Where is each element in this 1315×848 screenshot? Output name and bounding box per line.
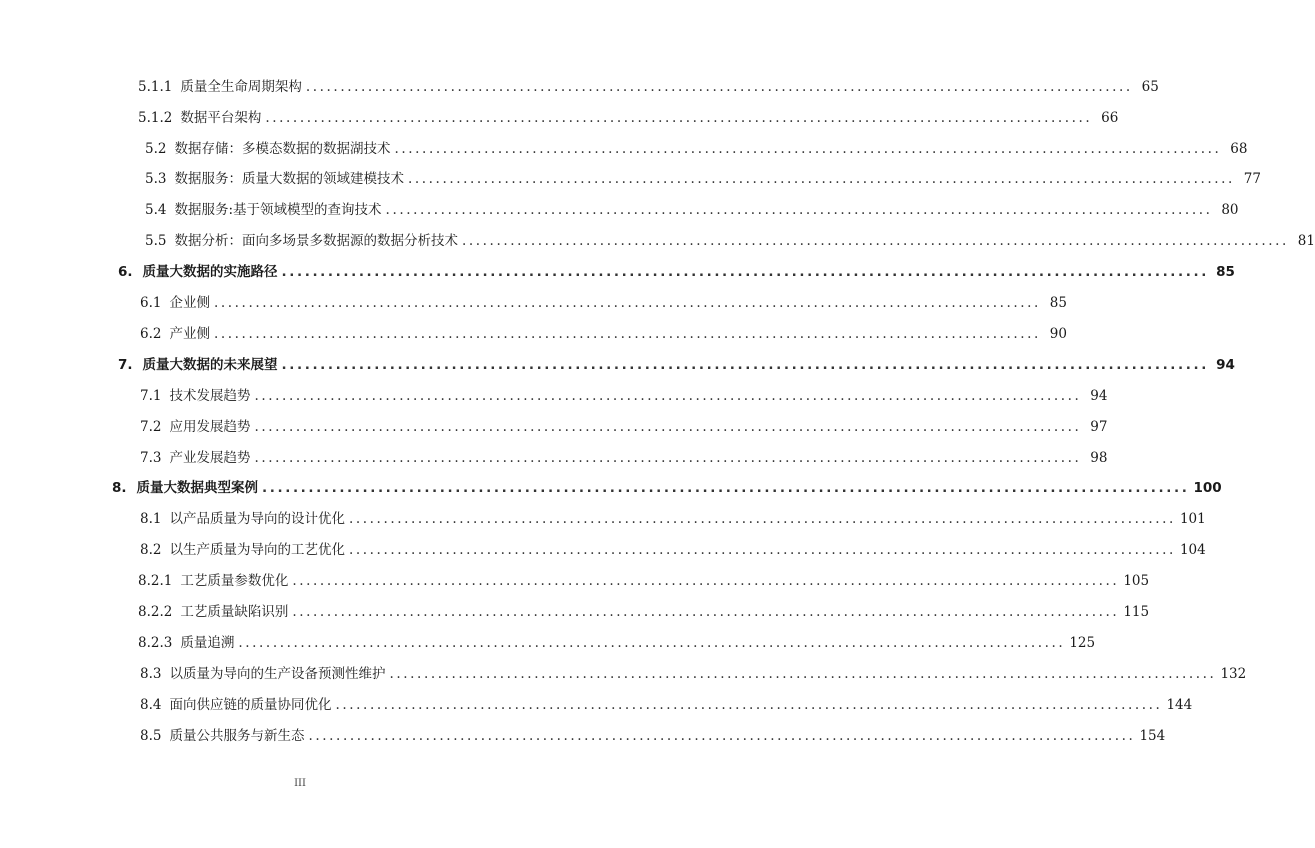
- dot-leader: ........................................................................................................................: [265, 110, 1093, 126]
- toc-entry-title: 以质量为导向的生产设备预测性维护: [169, 666, 386, 682]
- toc-entry-number: 8.: [112, 480, 127, 496]
- dot-leader: ........................................................................................................................: [262, 480, 1190, 496]
- toc-entry-page: 80: [1221, 202, 1239, 218]
- toc-entry-number: 5.3: [145, 171, 167, 187]
- toc-entry-title: 数据分析：面向多场景多数据源的数据分析技术: [174, 233, 458, 249]
- dot-leader: ........................................................................................................................: [335, 697, 1163, 713]
- toc-entry-number: 5.4: [145, 202, 167, 218]
- toc-entry-page: 65: [1141, 79, 1159, 95]
- toc-entry[interactable]: [138, 105, 1119, 127]
- dot-leader: ........................................................................................................................: [305, 79, 1133, 95]
- toc-entry-page: 100: [1193, 480, 1222, 496]
- dot-leader: ........................................................................................................................: [407, 171, 1235, 187]
- toc-entry-page: 81: [1297, 233, 1315, 249]
- dot-leader: ........................................................................................................................: [348, 542, 1176, 558]
- toc-entry-title: 以生产质量为导向的工艺优化: [169, 542, 345, 558]
- toc-entry[interactable]: [138, 599, 1150, 621]
- toc-entry-title: 数据服务:基于领域模型的查询技术: [174, 202, 382, 218]
- toc-entry[interactable]: [138, 630, 1096, 652]
- toc-entry-page: 94: [1216, 357, 1235, 373]
- page-number: III: [294, 778, 306, 789]
- toc-entry-title: 数据服务：质量大数据的领域建模技术: [174, 171, 404, 187]
- toc-entry-page: 115: [1123, 604, 1150, 620]
- toc-entry-number: 5.1.1: [138, 79, 173, 95]
- dot-leader: ........................................................................................................................: [292, 604, 1120, 620]
- dot-leader: ........................................................................................................................: [254, 419, 1082, 435]
- toc-entry-number: 8.3: [140, 666, 162, 682]
- dot-leader: ........................................................................................................................: [281, 264, 1209, 280]
- toc-entry-title: 产业侧: [169, 326, 210, 342]
- toc-entry[interactable]: [140, 290, 1067, 312]
- toc-entry[interactable]: [138, 568, 1150, 590]
- toc-entry-number: 8.1: [140, 511, 162, 527]
- toc-entry-number: 5.2: [145, 141, 167, 157]
- toc-entry-number: 7.1: [140, 388, 162, 404]
- dot-leader: ........................................................................................................................: [281, 357, 1209, 373]
- dot-leader: ........................................................................................................................: [213, 326, 1041, 342]
- toc-entry[interactable]: [145, 136, 1248, 158]
- toc-entry[interactable]: [140, 445, 1108, 467]
- toc-entry-number: 8.2.2: [138, 604, 173, 620]
- toc-entry-title: 以产品质量为导向的设计优化: [169, 511, 345, 527]
- dot-leader: ........................................................................................................................: [254, 450, 1082, 466]
- toc-entry-title: 质量大数据的实施路径: [142, 264, 278, 280]
- toc-entry[interactable]: [140, 537, 1206, 559]
- toc-entry-page: 144: [1166, 697, 1193, 713]
- toc-entry-page: 97: [1090, 419, 1108, 435]
- toc-entry-page: 105: [1123, 573, 1150, 589]
- toc-entry[interactable]: [145, 197, 1239, 219]
- toc-entry-number: 8.4: [140, 697, 162, 713]
- toc-entry-number: 5.5: [145, 233, 167, 249]
- toc-entry-title: 数据存储：多模态数据的数据湖技术: [174, 141, 391, 157]
- toc-entry-title: 质量全生命周期架构: [180, 79, 302, 95]
- toc-entry[interactable]: [140, 692, 1193, 714]
- toc-entry[interactable]: [140, 321, 1067, 343]
- dot-leader: ........................................................................................................................: [238, 635, 1066, 651]
- toc-entry[interactable]: [140, 506, 1206, 528]
- toc-entry-number: 6.1: [140, 295, 162, 311]
- toc-entry-page: 85: [1216, 264, 1235, 280]
- toc-entry-title: 产业发展趋势: [169, 450, 251, 466]
- toc-entry-page: 98: [1090, 450, 1108, 466]
- toc-entry-number: 8.2: [140, 542, 162, 558]
- toc-entry-title: 企业侧: [169, 295, 210, 311]
- toc-entry-number: 7.3: [140, 450, 162, 466]
- toc-entry-title: 应用发展趋势: [169, 419, 251, 435]
- toc-entry-page: 125: [1069, 635, 1096, 651]
- dot-leader: ........................................................................................................................: [254, 388, 1082, 404]
- toc-entry-number: 7.2: [140, 419, 162, 435]
- toc-entry-title: 数据平台架构: [180, 110, 262, 126]
- toc-entry-page: 94: [1090, 388, 1108, 404]
- toc-entry[interactable]: [112, 475, 1222, 497]
- toc-entry-number: 5.1.2: [138, 110, 173, 126]
- toc-entry[interactable]: [138, 74, 1159, 96]
- toc-entry-title: 技术发展趋势: [169, 388, 251, 404]
- toc-entry[interactable]: [118, 259, 1235, 281]
- toc-entry[interactable]: [145, 166, 1261, 188]
- toc-entry[interactable]: [140, 723, 1166, 745]
- toc-entry[interactable]: [140, 414, 1108, 436]
- toc-entry-page: 68: [1230, 141, 1248, 157]
- dot-leader: ........................................................................................................................: [385, 202, 1213, 218]
- toc-entry-number: 6.2: [140, 326, 162, 342]
- toc-entry-title: 质量公共服务与新生态: [169, 728, 305, 744]
- toc-entry-page: 90: [1049, 326, 1067, 342]
- toc-entry-page: 101: [1179, 511, 1206, 527]
- toc-entry-page: 85: [1049, 295, 1067, 311]
- dot-leader: ........................................................................................................................: [394, 141, 1222, 157]
- toc-entry-number: 6.: [118, 264, 133, 280]
- toc-entry-title: 质量大数据典型案例: [136, 480, 259, 496]
- toc-entry-number: 8.5: [140, 728, 162, 744]
- toc-entry[interactable]: [145, 228, 1315, 250]
- dot-leader: ........................................................................................................................: [348, 511, 1176, 527]
- toc-entry-title: 质量追溯: [180, 635, 235, 651]
- dot-leader: ........................................................................................................................: [461, 233, 1289, 249]
- dot-leader: ........................................................................................................................: [292, 573, 1120, 589]
- toc-entry-title: 面向供应链的质量协同优化: [169, 697, 332, 713]
- toc-entry-page: 154: [1139, 728, 1166, 744]
- toc-entry-number: 7.: [118, 357, 133, 373]
- toc-entry[interactable]: [140, 661, 1247, 683]
- toc-entry-title: 工艺质量参数优化: [180, 573, 289, 589]
- dot-leader: ........................................................................................................................: [213, 295, 1041, 311]
- toc-entry-number: 8.2.3: [138, 635, 173, 651]
- toc-entry-page: 77: [1243, 171, 1261, 187]
- dot-leader: ........................................................................................................................: [308, 728, 1136, 744]
- toc-entry-title: 工艺质量缺陷识别: [180, 604, 289, 620]
- toc-entry-page: 104: [1179, 542, 1206, 558]
- toc-entry-page: 132: [1220, 666, 1247, 682]
- toc-entry-page: 66: [1101, 110, 1119, 126]
- toc-entry-number: 8.2.1: [138, 573, 173, 589]
- toc-entry[interactable]: [140, 383, 1108, 405]
- dot-leader: ........................................................................................................................: [389, 666, 1217, 682]
- toc-entry[interactable]: [118, 352, 1235, 374]
- toc-entry-title: 质量大数据的未来展望: [142, 357, 278, 373]
